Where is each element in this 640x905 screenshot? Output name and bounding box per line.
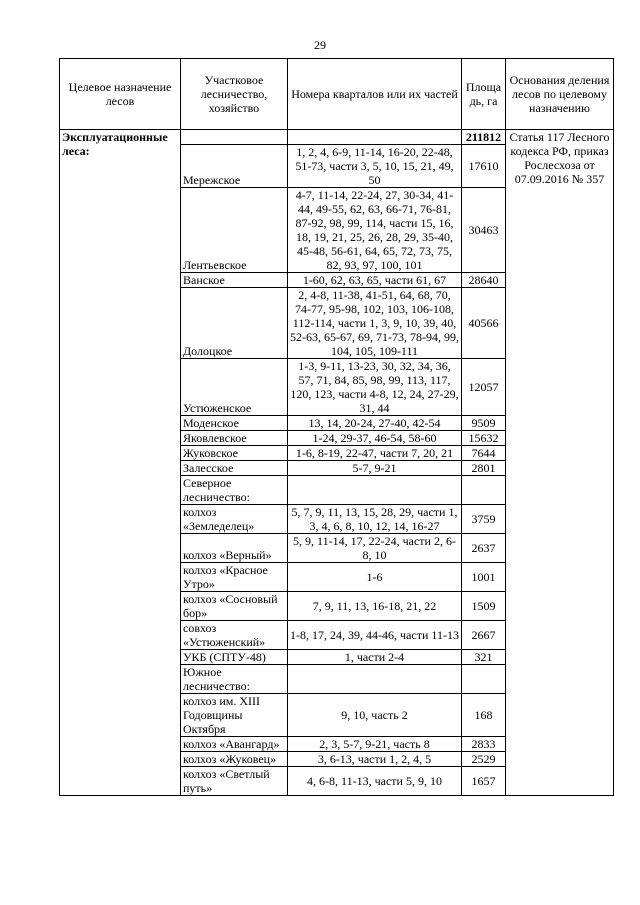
area-cell: 28640 [462, 273, 506, 288]
quarters-cell: 1-60, 62, 63, 65, части 61, 67 [288, 273, 462, 288]
unit-cell: колхоз «Жуковец» [181, 752, 288, 767]
quarters-cell: 1-6, 8-19, 22-47, части 7, 20, 21 [288, 446, 462, 461]
area-cell: 168 [462, 694, 506, 737]
table-header-row [60, 59, 614, 130]
category-unit-empty [181, 130, 288, 145]
unit-cell: колхоз «Светлый путь» [181, 767, 288, 796]
quarters-cell: 5, 7, 9, 11, 13, 15, 28, 29, части 1, 3, 4, 6, 8, 10, 12, 14, 16-27 [288, 505, 462, 534]
quarters-cell: 4-7, 11-14, 22-24, 27, 30-34, 41-44, 49-55, 62, 63, 66-71, 76-81, 87-92, 98, 99, 114, части 15, 16, 18, 19, 21, 25, 26, 28, 29, 35-40, 45-48, 56-61, 64, 65, 72, 73, 75, 82, 93, 97, 100, 101 [288, 188, 462, 273]
area-cell: 2801 [462, 461, 506, 476]
unit-cell: колхоз «Авангард» [181, 737, 288, 752]
unit-cell: Залесское [181, 461, 288, 476]
area-cell: 2667 [462, 621, 506, 650]
quarters-cell: 5-7, 9-21 [288, 461, 462, 476]
category-name: Эксплуатационные леса: [60, 130, 181, 796]
unit-cell: Яковлевское [181, 431, 288, 446]
area-cell: 1657 [462, 767, 506, 796]
area-cell: 9509 [462, 416, 506, 431]
area-cell: 3759 [462, 505, 506, 534]
area-cell: 321 [462, 650, 506, 665]
area-cell: 2637 [462, 534, 506, 563]
unit-cell: Долоцкое [181, 288, 288, 359]
unit-cell: Ванское [181, 273, 288, 288]
unit-cell: колхоз им. XIII Годовщины Октября [181, 694, 288, 737]
unit-cell: колхоз «Верный» [181, 534, 288, 563]
unit-cell: колхоз «Земледелец» [181, 505, 288, 534]
area-cell: 1509 [462, 592, 506, 621]
quarters-cell: 3, 6-13, части 1, 2, 4, 5 [288, 752, 462, 767]
quarters-cell: 1-3, 9-11, 13-23, 30, 32, 34, 36, 57, 71, 84, 85, 98, 99, 113, 117, 120, 123, части 4-8, 12, 24, 27-29, 31, 44 [288, 359, 462, 416]
unit-cell: Лентьевское [181, 188, 288, 273]
forest-purpose-table [59, 58, 614, 796]
area-cell: 2529 [462, 752, 506, 767]
quarters-cell: 1, части 2-4 [288, 650, 462, 665]
unit-cell: Южное лесничество: [181, 665, 288, 694]
quarters-cell [288, 476, 462, 505]
area-cell: 2833 [462, 737, 506, 752]
unit-cell: Устюженское [181, 359, 288, 416]
quarters-cell: 5, 9, 11-14, 17, 22-24, части 2, 6-8, 10 [288, 534, 462, 563]
category-total: 211812 [462, 130, 506, 145]
unit-cell: Моденское [181, 416, 288, 431]
unit-cell: Северное лесничество: [181, 476, 288, 505]
category-quarters-empty [288, 130, 462, 145]
header-quarters: Номера кварталов или их частей [288, 59, 462, 130]
area-cell: 15632 [462, 431, 506, 446]
quarters-cell: 7, 9, 11, 13, 16-18, 21, 22 [288, 592, 462, 621]
header-basis: Основания деления лесов по целевому назначению [506, 59, 614, 130]
unit-cell: колхоз «Красное Утро» [181, 563, 288, 592]
quarters-cell: 1-6 [288, 563, 462, 592]
unit-cell: Жуковское [181, 446, 288, 461]
category-basis: Статья 117 Лесного кодекса РФ, приказ Рослесхоза от 07.09.2016 № 357 [506, 130, 614, 796]
header-unit: Участковое лесничество, хозяйство [181, 59, 288, 130]
quarters-cell: 1, 2, 4, 6-9, 11-14, 16-20, 22-48, 51-73, части 3, 5, 10, 15, 21, 49, 50 [288, 145, 462, 188]
area-cell: 1001 [462, 563, 506, 592]
quarters-cell: 1-8, 17, 24, 39, 44-46, части 11-13 [288, 621, 462, 650]
quarters-cell: 13, 14, 20-24, 27-40, 42-54 [288, 416, 462, 431]
header-area: Площа дь, га [462, 59, 506, 130]
area-cell [462, 665, 506, 694]
quarters-cell: 2, 4-8, 11-38, 41-51, 64, 68, 70, 74-77, 95-98, 102, 103, 106-108, 112-114, части 1, 3, 9, 10, 39, 40, 52-63, 65-67, 69, 71-73, 78-94, 99, 104, 105, 109-111 [288, 288, 462, 359]
area-cell: 40566 [462, 288, 506, 359]
unit-cell: колхоз «Сосновый бор» [181, 592, 288, 621]
area-cell: 7644 [462, 446, 506, 461]
quarters-cell: 2, 3, 5-7, 9-21, часть 8 [288, 737, 462, 752]
unit-cell: УКБ (СПТУ-48) [181, 650, 288, 665]
unit-cell: совхоз «Устюженский» [181, 621, 288, 650]
area-cell: 12057 [462, 359, 506, 416]
header-purpose: Целевое назначение лесов [60, 59, 181, 130]
page-number: 29 [314, 38, 326, 52]
area-cell: 30463 [462, 188, 506, 273]
quarters-cell: 4, 6-8, 11-13, части 5, 9, 10 [288, 767, 462, 796]
unit-cell: Мережское [181, 145, 288, 188]
quarters-cell: 1-24, 29-37, 46-54, 58-60 [288, 431, 462, 446]
quarters-cell [288, 665, 462, 694]
category-row [60, 130, 614, 145]
area-cell: 17610 [462, 145, 506, 188]
quarters-cell: 9, 10, часть 2 [288, 694, 462, 737]
area-cell [462, 476, 506, 505]
